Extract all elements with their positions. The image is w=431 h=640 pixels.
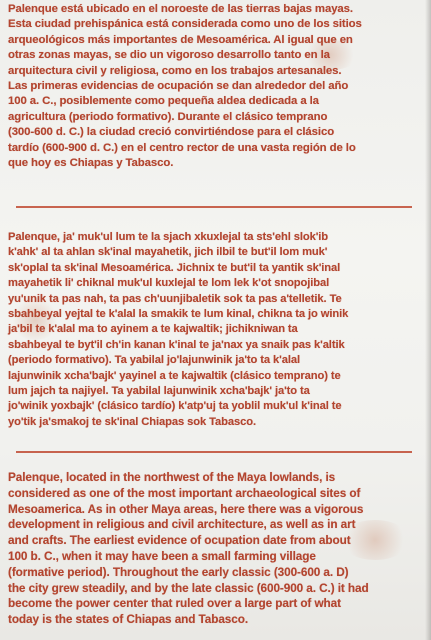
text-line: the city grew steadily, and by the late classic (600-900 a. C.) it had — [8, 580, 369, 595]
text-line: (300-600 d. C.) la ciudad creció convirtiéndose para el clásico — [8, 126, 335, 139]
text-line: today is the states of Chiapas and Tabasco. — [8, 612, 249, 627]
text-line: become the power center that ruled over a large part of what — [8, 596, 341, 611]
text-line: 100 b. C., when it may have been a small farming village — [8, 548, 316, 563]
text-line: lajunwinik xcha'bajk' yayinel a te kajwaltik (clásico temprano) te — [8, 369, 341, 382]
section-divider — [16, 206, 412, 208]
english-paragraph — [8, 470, 423, 628]
text-line: (periodo formativo). Ta yabilal jo'lajunwinik ja'to ta k'alal — [8, 354, 300, 367]
spanish-paragraph — [8, 2, 423, 171]
text-line: and crafts. The earliest evidence of ocupation date from about — [8, 533, 351, 548]
text-line: Palenque está ubicado en el noroeste de las tierras bajas mayas. — [8, 3, 353, 15]
chol-paragraph — [8, 230, 423, 430]
text-line: yo'tik ja'smakoj te sk'inal Chiapas sok Tabasco. — [8, 415, 256, 428]
text-line: tardío (600-900 d. C.) en el centro rector de una vasta región de lo — [8, 141, 356, 154]
text-line: k'ahk' al ta ahlan sk'inal mayahetik, jich ilbil te but'il lom muk' — [8, 246, 328, 259]
text-line: yu'unik ta pas nah, ta pas ch'uunjibaletik sok ta pas a'telletik. Te — [8, 292, 342, 305]
text-line: Esta ciudad prehispánica está considerada como uno de los sitios — [8, 18, 362, 31]
text-line: considered as one of the most important archaeological sites of — [8, 485, 361, 500]
text-line: jo'winik yoxbajk' (clásico tardío) k'atp'uj ta yoblil muk'ul k'inal te — [8, 400, 342, 413]
text-line: Mesoamerica. As in other Maya areas, here there was a vigorous — [8, 501, 364, 516]
section-divider — [16, 451, 412, 453]
text-line: sbahbeyal te byt'il ch'in kanan k'inal te ja'nax ya snaik pas k'altik — [8, 338, 345, 351]
text-line: lum jajch ta najiyel. Ta yabilal lajunwinik xcha'bajk' ja'to ta — [8, 385, 310, 398]
text-line: otras zonas mayas, se dio un vigoroso desarrollo tanto en la — [8, 49, 330, 62]
text-line: Las primeras evidencias de ocupación se dan alrededor del año — [8, 80, 349, 93]
text-line: sbahbeyal yejtal te k'alal la smakik te lum kinal, chikna ta jo winik — [8, 308, 349, 321]
text-line: mayahetik li' chiknal muk'ul kuxlejal te lom lek k'ot snopojibal — [8, 277, 330, 290]
text-line: agricultura (periodo formativo). Durante el clásico temprano — [8, 110, 328, 123]
text-line: Palenque, located in the northwest of the Maya lowlands, is — [8, 470, 336, 484]
text-line: development in religious and civil architecture, as well as in art — [8, 517, 356, 532]
text-line: arqueológicos más importantes de Mesoamérica. Al igual que en — [8, 33, 353, 46]
text-line: 100 a. C., posiblemente como pequeña aldea dedicada a la — [8, 95, 319, 108]
text-line: arquitectura civil y religiosa, como en los trabajos artesanales. — [8, 64, 342, 77]
text-line: sk'oplal ta sk'inal Mesoamérica. Jichnix te but'il ta yantik sk'inal — [8, 261, 341, 274]
text-line: (formative period). Throughout the early classic (300-600 a. D) — [8, 564, 349, 579]
sign-edge-shadow — [425, 0, 431, 640]
text-line: Palenque, ja' muk'ul lum te la sjach xkuxlejal ta sts'ehl slok'ib — [8, 231, 328, 243]
text-line: que hoy es Chiapas y Tabasco. — [8, 157, 174, 170]
text-line: ja'bil te k'alal ma to ayinem a te kajwaltik; jichikniwan ta — [8, 323, 298, 336]
